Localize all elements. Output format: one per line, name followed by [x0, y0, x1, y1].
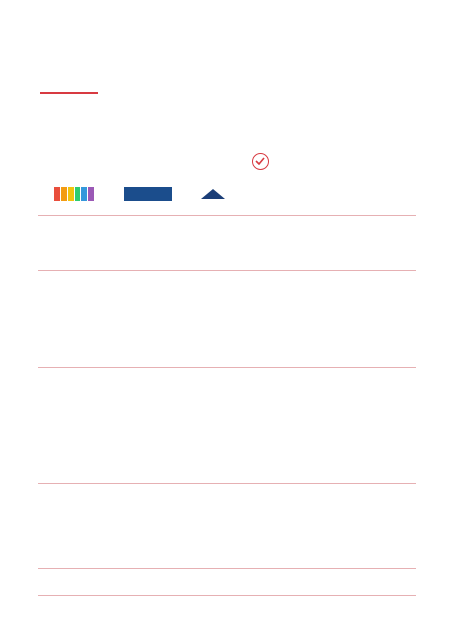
partner-logos-row2 [38, 601, 416, 615]
partner-logos-row1 [38, 576, 416, 590]
title-dash [40, 92, 98, 94]
ecmbt-logo [124, 187, 172, 201]
poster-title-line2 [38, 92, 108, 94]
divider [38, 270, 416, 271]
divider [38, 568, 416, 569]
check-circle-icon [252, 153, 269, 170]
divider [38, 595, 416, 596]
intermarche-logo [344, 184, 416, 204]
divider [38, 367, 416, 368]
emgok-logo [54, 187, 94, 201]
divider [38, 215, 416, 216]
sponsor-logos [38, 184, 416, 206]
wesob-logo [253, 184, 311, 204]
struvist-logo [196, 184, 230, 204]
divider [38, 483, 416, 484]
